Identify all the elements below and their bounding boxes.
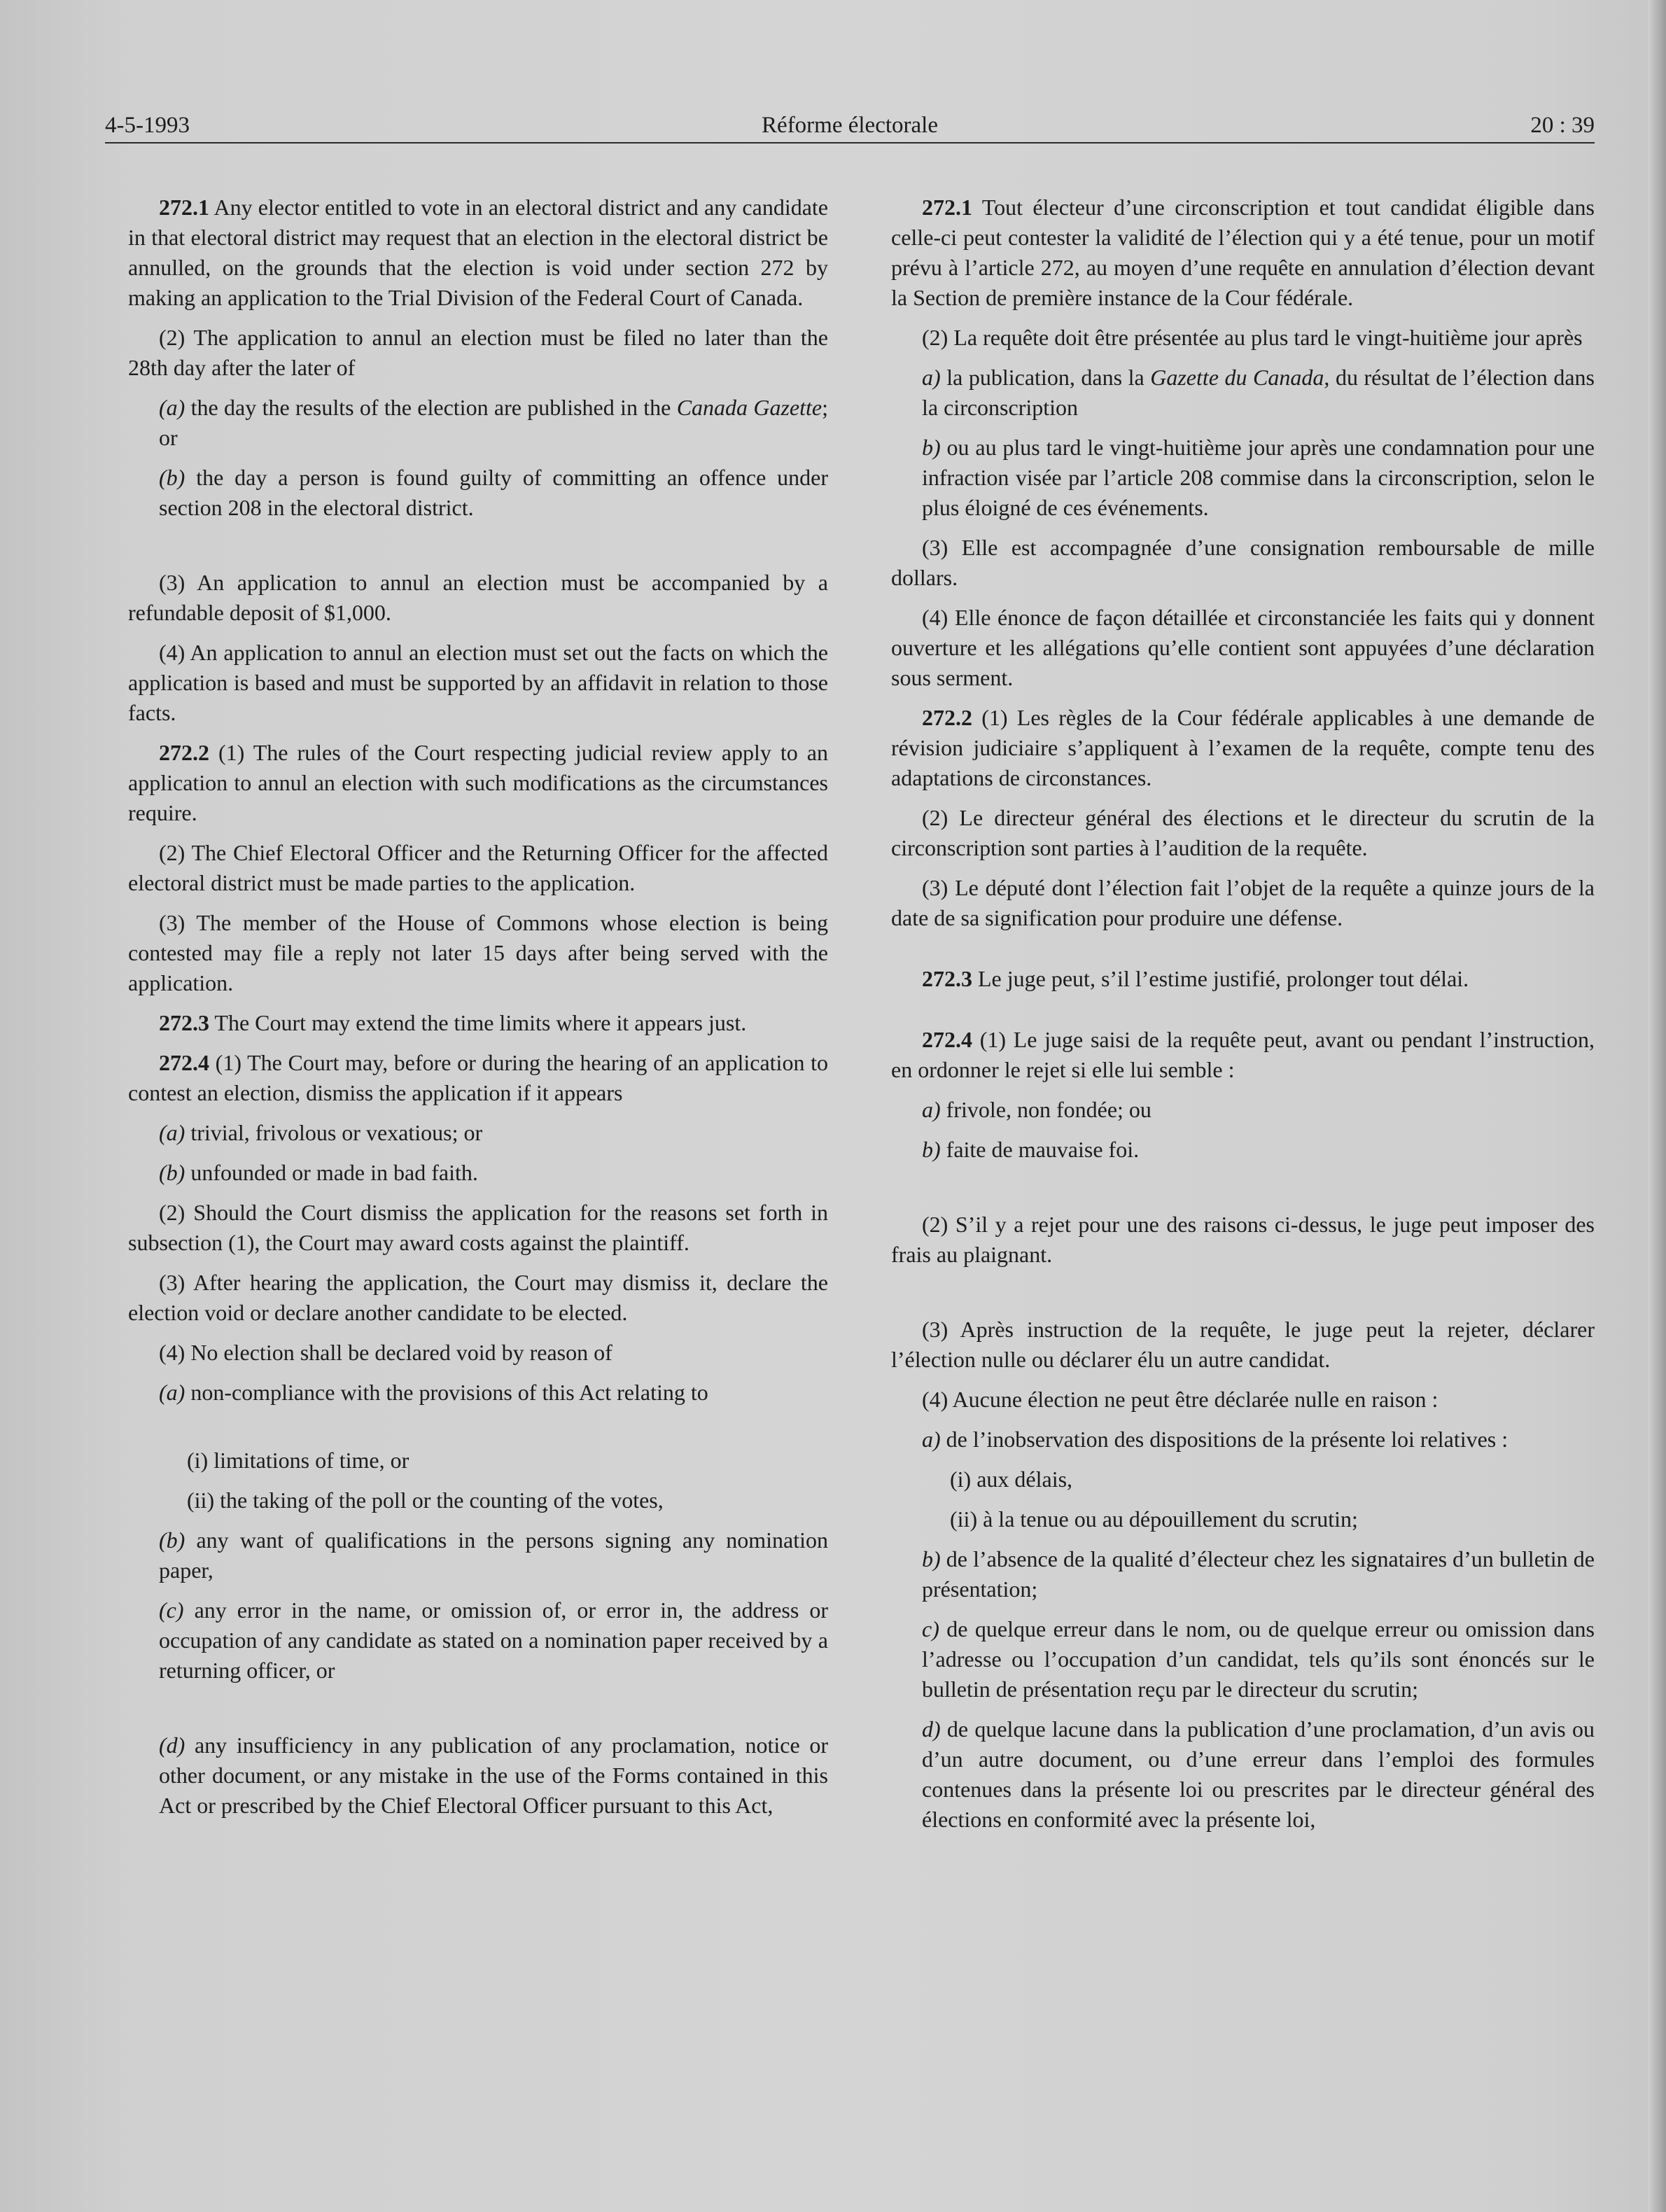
fr-s2724-number: 272.4 xyxy=(922,1027,972,1052)
en-s2724-4d-text: any insufficiency in any publication of any proclamation, notice or other document, or any mistake in the use of the Forms contained in this Act or prescribed by the Chief Electoral Officer pursuant to this Act, xyxy=(159,1732,829,1818)
en-s2721-text: Any elector entitled to vote in an electoral district and any candidate in that electoral district may request that an election in the electoral district be annulled, on the grounds that the election is void under section 272 by making an application to the Trial Division of the Federal Court of Canada. xyxy=(128,195,829,310)
en-s2721-2: (2) The application to annul an election must be filed no later than the 28th day after the later of xyxy=(128,325,828,380)
en-s2723-number: 272.3 xyxy=(159,1010,209,1035)
fr-s2724-4a-text: de l’inobservation des dispositions de la présente loi relatives : xyxy=(946,1427,1508,1452)
en-s2722-3: (3) The member of the House of Commons whose election is being contested may file a reply not later 15 days after being served with the application. xyxy=(128,910,828,995)
en-s2724-4d-mark: (d) xyxy=(159,1732,186,1758)
fr-s2722-number: 272.2 xyxy=(922,705,972,730)
en-s2721-2a-mark: (a) xyxy=(159,395,186,420)
fr-s2724-4b-text: de l’absence de la qualité d’électeur chez les signataires d’un bulletin de présentation; xyxy=(922,1546,1595,1602)
en-s2721-2a-pre: the day the results of the election are published in the xyxy=(190,395,671,420)
header-page-number: 20 : 39 xyxy=(1530,113,1595,138)
en-s2724-4a-text: non-compliance with the provisions of this Act relating to xyxy=(190,1380,708,1405)
en-s2723 xyxy=(128,1008,828,1038)
en-s2724-4c xyxy=(159,1595,828,1686)
en-s2724-1b-text: unfounded or made in bad faith. xyxy=(190,1160,478,1185)
en-s2721-2b-text: the day a person is found guilty of committing an offence under section 208 in the electoral district. xyxy=(159,465,829,520)
en-s2723-text: The Court may extend the time limits where it appears just. xyxy=(214,1010,747,1035)
en-s2724-4b-mark: (b) xyxy=(159,1527,186,1553)
fr-s2721-2b-text: ou au plus tard le vingt-huitième jour après une condamnation pour une infraction visée par l’article 208 commise dans la circonscription, selon le plus éloigné de ces événements. xyxy=(922,435,1595,520)
fr-s2724-4b-mark: b) xyxy=(922,1546,941,1572)
fr-s2724-3: (3) Après instruction de la requête, le juge peut la rejeter, déclarer l’élection nulle ou déclarer élu un autre candidat. xyxy=(891,1317,1595,1372)
fr-s2724-4c xyxy=(922,1614,1595,1704)
en-s2721-2b-mark: (b) xyxy=(159,465,186,490)
en-s2724-4b-text: any want of qualifications in the persons signing any nomination paper, xyxy=(159,1527,829,1583)
fr-s2721-number: 272.1 xyxy=(922,195,972,220)
fr-s2721-2b-mark: b) xyxy=(922,435,941,460)
en-s2724-3: (3) After hearing the application, the Court may dismiss it, declare the election void or declare another candidate to be elected. xyxy=(128,1270,828,1325)
fr-s2721-2a xyxy=(922,363,1595,423)
en-s2724-4c-text: any error in the name, or omission of, or error in, the address or occupation of any candidate as stated on a nomination paper received by a returning officer, or xyxy=(159,1597,829,1683)
en-s2724-1 xyxy=(128,1048,828,1108)
english-column xyxy=(128,192,828,1830)
fr-s2724-1-text: (1) Le juge saisi de la requête peut, avant ou pendant l’instruction, en ordonner le rejet si elle lui semble : xyxy=(891,1027,1595,1082)
fr-s2721-2a-post: , du résultat de l’élection dans la circonscription xyxy=(922,365,1595,420)
fr-s2724-4c-text: de quelque erreur dans le nom, ou de quelque erreur ou omission dans l’adresse ou l’occupation d’un candidat, tels qu’ils sont énoncés sur le bulletin de présentation reçu par le directeur du scrutin; xyxy=(922,1616,1595,1702)
fr-s2722-1-text: (1) Les règles de la Cour fédérale applicables à une demande de révision judiciaire s’appliquent à l’examen de la requête, compte tenu des adaptations de circonstances. xyxy=(891,705,1595,790)
header-date: 4-5-1993 xyxy=(105,113,190,138)
en-s2724-4a xyxy=(159,1378,828,1408)
fr-s2724-4: (4) Aucune élection ne peut être déclarée nulle en raison : xyxy=(922,1387,1438,1412)
fr-s2724-4c-mark: c) xyxy=(922,1616,939,1642)
page-spine-shadow xyxy=(1648,0,1666,2212)
fr-s2724-4a-ii: (ii) à la tenue ou au dépouillement du scrutin; xyxy=(950,1506,1358,1532)
fr-s2724-1a-text: frivole, non fondée; ou xyxy=(946,1097,1152,1122)
en-s2721-number: 272.1 xyxy=(159,195,209,220)
en-s2724-1a-mark: (a) xyxy=(159,1120,186,1145)
en-s2724-4a-ii: (ii) the taking of the poll or the counting of the votes, xyxy=(187,1488,664,1513)
en-s2724-1b-mark: (b) xyxy=(159,1160,186,1185)
en-s2722-1-text: (1) The rules of the Court respecting judicial review apply to an application to annul an election with such modifications as the circumstances require. xyxy=(128,740,829,825)
en-s2724-1-text: (1) The Court may, before or during the hearing of an application to contest an election, dismiss the application if it appears xyxy=(128,1050,829,1105)
fr-s2724-4d xyxy=(922,1714,1595,1835)
fr-s2724-1a-mark: a) xyxy=(922,1097,941,1122)
fr-s2722-2: (2) Le directeur général des élections et le directeur du scrutin de la circonscription sont parties à l’audition de la requête. xyxy=(891,805,1595,860)
en-s2724-4: (4) No election shall be declared void by reason of xyxy=(159,1340,612,1365)
fr-s2724-4b xyxy=(922,1544,1595,1604)
fr-s2721-2a-pre: la publication, dans la xyxy=(946,365,1144,390)
fr-s2723 xyxy=(891,964,1595,994)
fr-s2721-2a-mark: a) xyxy=(922,365,941,390)
fr-s2721 xyxy=(891,192,1595,313)
en-s2721-2a-post: ; or xyxy=(159,395,829,450)
fr-s2721-text: Tout électeur d’une circonscription et tout candidat éligible dans celle-ci peut contester la validité de l’élection qui y a été tenue, pour un motif prévu à l’article 272, au moyen d’une requête en annulation d’élection devant la Section de première instance de la Cour fédérale. xyxy=(891,195,1595,310)
en-s2724-number: 272.4 xyxy=(159,1050,209,1075)
en-s2724-2: (2) Should the Court dismiss the application for the reasons set forth in subsection (1), the Court may award costs against the plaintiff. xyxy=(128,1200,828,1255)
en-s2724-4a-i: (i) limitations of time, or xyxy=(187,1448,410,1473)
fr-s2721-3: (3) Elle est accompagnée d’une consignation remboursable de mille dollars. xyxy=(891,535,1595,590)
fr-s2723-text: Le juge peut, s’il l’estime justifié, prolonger tout délai. xyxy=(978,966,1469,991)
fr-s2724-1a xyxy=(922,1095,1595,1125)
en-s2721 xyxy=(128,192,828,313)
fr-s2724-4d-mark: d) xyxy=(922,1716,941,1742)
fr-s2724-1b xyxy=(922,1135,1595,1165)
french-column xyxy=(891,192,1595,1844)
fr-s2724-1 xyxy=(891,1025,1595,1085)
fr-s2724-4d-text: de quelque lacune dans la publication d’une proclamation, d’un avis ou d’un autre document, ou d’une erreur dans l’emploi des formules contenues dans la présente loi ou prescrites par le directeur général des élections en conformité avec la présente loi, xyxy=(922,1716,1595,1832)
en-s2724-4b xyxy=(159,1525,828,1586)
page-header xyxy=(105,108,1595,142)
fr-s2724-1b-text: faite de mauvaise foi. xyxy=(946,1137,1140,1162)
en-s2721-2b xyxy=(159,463,828,523)
fr-s2721-4: (4) Elle énonce de façon détaillée et circonstanciée les faits qui y donnent ouverture et les allégations qu’elle contient sont appuyées d’une déclaration sous serment. xyxy=(891,605,1595,690)
fr-s2722-3: (3) Le député dont l’élection fait l’objet de la requête a quinze jours de la date de sa signification pour produire une défense. xyxy=(891,875,1595,930)
en-s2724-1b xyxy=(159,1158,828,1188)
en-s2722-2: (2) The Chief Electoral Officer and the Returning Officer for the affected electoral district must be made parties to the application. xyxy=(128,840,828,895)
fr-s2724-4a-i: (i) aux délais, xyxy=(950,1466,1073,1492)
en-s2722-number: 272.2 xyxy=(159,740,209,765)
fr-s2721-2: (2) La requête doit être présentée au plus tard le vingt-huitième jour après xyxy=(922,325,1583,350)
fr-s2724-2: (2) S’il y a rejet pour une des raisons ci-dessus, le juge peut imposer des frais au plaignant. xyxy=(891,1212,1595,1267)
header-rule xyxy=(105,142,1595,144)
en-s2724-4d xyxy=(159,1730,828,1821)
header-title: Réforme électorale xyxy=(762,113,938,138)
en-s2724-1a xyxy=(159,1118,828,1148)
fr-s2721-2a-italic: Gazette du Canada xyxy=(1150,365,1324,390)
fr-s2723-number: 272.3 xyxy=(922,966,972,991)
fr-s2724-4a xyxy=(922,1424,1595,1455)
fr-s2722-1 xyxy=(891,703,1595,793)
fr-s2724-4a-mark: a) xyxy=(922,1427,941,1452)
fr-s2721-2b xyxy=(922,433,1595,523)
en-s2724-4c-mark: (c) xyxy=(159,1597,184,1623)
en-s2724-1a-text: trivial, frivolous or vexatious; or xyxy=(190,1120,483,1145)
en-s2721-2a-italic: Canada Gazette xyxy=(676,395,822,420)
en-s2724-4a-mark: (a) xyxy=(159,1380,186,1405)
en-s2721-2a xyxy=(159,393,828,453)
en-s2722-1 xyxy=(128,738,828,828)
en-s2721-3: (3) An application to annul an election must be accompanied by a refundable deposit of $1,000. xyxy=(128,570,828,625)
fr-s2724-1b-mark: b) xyxy=(922,1137,941,1162)
en-s2721-4: (4) An application to annul an election must set out the facts on which the application is based and must be supported by an affidavit in relation to those facts. xyxy=(128,640,828,725)
